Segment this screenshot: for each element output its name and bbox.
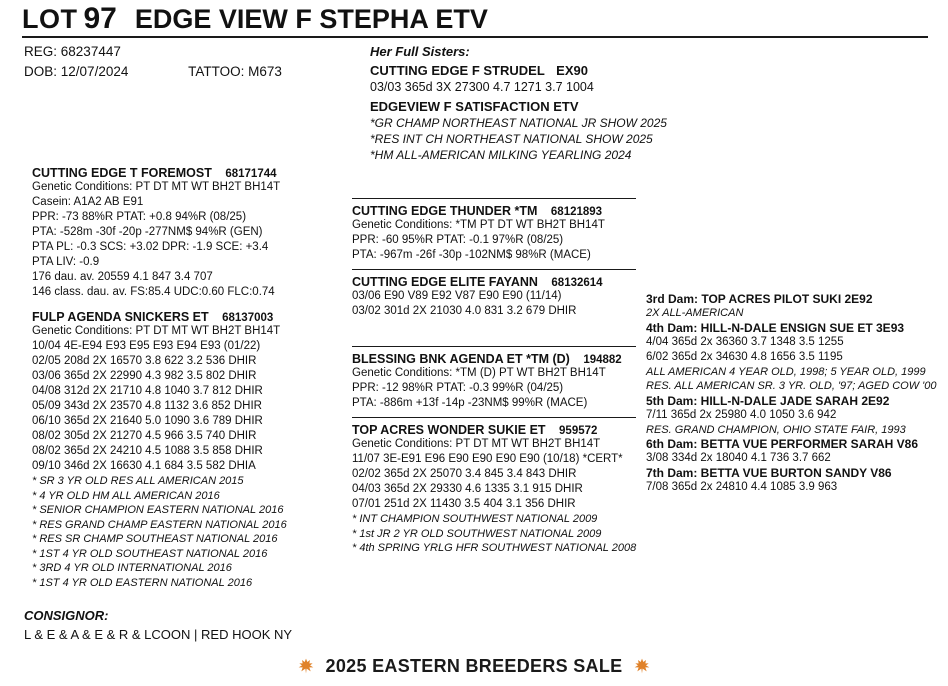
full-sister-name: CUTTING EDGE F STRUDEL: [370, 62, 545, 78]
maternal-grandsire-regnum: 194882: [583, 354, 622, 366]
sire-name-row: [32, 166, 342, 180]
dam-detail: 08/02 305d 2X 21270 4.5 966 3.5 740 DHIR: [32, 430, 257, 442]
dam-award: * RES GRAND CHAMP EASTERN NATIONAL 2016: [32, 518, 287, 531]
full-sister-name-row: [370, 99, 810, 116]
dam-award: * SR 3 YR OLD RES ALL AMERICAN 2015: [32, 475, 244, 487]
consignor-name: L & E & A & E & R & LCOON | RED HOOK NY: [24, 627, 293, 642]
ancestor-dam-entry: [646, 466, 942, 495]
tattoo-label: TATTOO:: [188, 64, 245, 79]
full-sister-award: *HM ALL-AMERICAN MILKING YEARLING 2024: [370, 148, 632, 162]
dam-regnum: 68137003: [222, 312, 274, 324]
maternal-grandsire-block: [352, 352, 642, 411]
middle-divider-lower-top: [352, 346, 636, 347]
dam-award: * SENIOR CHAMPION EASTERN NATIONAL 2016: [32, 504, 284, 516]
ancestor-dam-record: 6/02 365d 2x 34630 4.8 1656 3.5 1195: [646, 350, 843, 363]
ancestor-dam-title: 7th Dam: BETTA VUE BURTON SANDY V86: [646, 466, 892, 480]
grandsire-detail: PTA: -967m -26f -30p -102NM$ 98%R (MACE): [352, 249, 591, 261]
granddam-regnum: 68132614: [551, 277, 603, 289]
maternal-granddam-detail: 11/07 3E-E91 E96 E90 E90 E90 E90 (10/18) *CERT*: [352, 453, 623, 465]
reg-value: 68237447: [60, 44, 121, 59]
middle-divider-mid: [352, 269, 636, 270]
maternal-grandsire-detail: PTA: -886m +13f -14p -23NM$ 99%R (MACE): [352, 397, 588, 409]
maternal-granddam-detail: Genetic Conditions: PT DT MT WT BH2T BH14T: [352, 438, 601, 450]
middle-divider-top: [352, 198, 636, 199]
maternal-grandsire-name: BLESSING BNK AGENDA ET *TM (D): [352, 352, 570, 366]
full-sister-entry: [370, 63, 810, 96]
full-sister-name: EDGEVIEW F SATISFACTION ETV: [370, 98, 579, 114]
ancestor-dam-award: ALL AMERICAN 4 YEAR OLD, 1998; 5 YEAR OLD, 1999: [646, 365, 926, 378]
dam-detail: 06/10 365d 2X 21640 5.0 1090 3.6 789 DHIR: [32, 415, 263, 427]
ancestor-dam-record: 4/04 365d 2x 36360 3.7 1348 3.5 1255: [646, 335, 844, 348]
full-sister-name-row: [370, 63, 810, 80]
consignor-title: CONSIGNOR:: [24, 608, 109, 623]
maternal-granddam-block: [352, 423, 642, 556]
full-sisters-heading: Her Full Sisters:: [370, 44, 470, 59]
dam-detail: 10/04 4E-E94 E93 E95 E93 E94 E93 (01/22): [32, 340, 261, 352]
sire-detail: PTA: -528m -30f -20p -277NM$ 94%R (GEN): [32, 226, 263, 238]
dam-award: * 4 YR OLD HM ALL AMERICAN 2016: [32, 489, 220, 502]
ancestor-dam-title: 5th Dam: HILL-N-DALE JADE SARAH 2E92: [646, 393, 890, 408]
maternal-granddam-detail: 07/01 251d 2X 11430 3.5 404 3.1 356 DHIR: [352, 498, 576, 510]
dam-detail: 04/08 312d 2X 21710 4.8 1040 3.7 812 DHIR: [32, 385, 263, 397]
footer-bar: [0, 646, 948, 686]
dam-name-row: [32, 310, 342, 324]
header-divider: [22, 36, 928, 38]
maple-leaf-icon: [296, 658, 316, 674]
ancestor-dam-title: 4th Dam: HILL-N-DALE ENSIGN SUE ET 3E93: [646, 320, 905, 335]
middle-pedigree-column-upper: [352, 192, 642, 319]
sire-name: CUTTING EDGE T FOREMOST: [32, 166, 212, 180]
middle-divider-lower-mid: [352, 417, 636, 418]
left-pedigree-column: [32, 166, 342, 590]
maternal-granddam-regnum: 959572: [559, 425, 598, 437]
page-header: [22, 2, 928, 36]
ancestor-dam-title: 6th Dam: BETTA VUE PERFORMER SARAH V86: [646, 437, 919, 451]
ancestor-dam-entry: [646, 394, 942, 438]
ancestor-dam-entry: [646, 292, 942, 321]
sire-detail: PPR: -73 88%R PTAT: +0.8 94%R (08/25): [32, 211, 247, 223]
granddam-detail: 03/06 E90 V89 E92 V87 E90 E90 (11/14): [352, 290, 562, 302]
dam-detail: 05/09 343d 2X 23570 4.8 1132 3.6 852 DHIR: [32, 400, 262, 412]
grandsire-regnum: 68121893: [550, 206, 603, 218]
granddam-name: CUTTING EDGE ELITE FAYANN: [352, 275, 538, 289]
middle-pedigree-column-lower: [352, 340, 642, 556]
maternal-granddam-detail: 04/03 365d 2X 29330 4.6 1335 3.1 915 DHIR: [352, 483, 583, 495]
consignor-block: [24, 608, 292, 642]
maternal-granddam-award: * 4th SPRING YRLG HFR SOUTHWEST NATIONAL 2008: [352, 542, 637, 554]
dam-block: [32, 310, 342, 590]
maternal-granddam-name-row: [352, 423, 642, 437]
animal-name: EDGE VIEW F STEPHA ETV: [134, 4, 488, 34]
sire-detail: 146 class. dau. av. FS:85.4 UDC:0.60 FLC:0.74: [32, 286, 275, 298]
sale-name: 2025 EASTERN BREEDERS SALE: [325, 655, 623, 676]
dob-row: [24, 62, 282, 82]
registration-row: [24, 42, 282, 62]
dam-award: * 3RD 4 YR OLD INTERNATIONAL 2016: [32, 562, 232, 574]
grandsire-detail: Genetic Conditions: *TM PT DT WT BH2T BH14T: [352, 219, 605, 231]
maternal-granddam-detail: 02/02 365d 2X 25070 3.4 845 3.4 843 DHIR: [352, 468, 577, 480]
ancestor-dam-award: RES. GRAND CHAMPION, OHIO STATE FAIR, 1993: [646, 423, 906, 436]
registration-block: [24, 42, 282, 82]
sire-detail: PTA PL: -0.3 SCS: +3.02 DPR: -1.9 SCE: +3.4: [32, 241, 269, 253]
sire-detail: 176 dau. av. 20559 4.1 847 3.4 707: [32, 271, 213, 283]
tattoo-value: M673: [248, 64, 282, 79]
dam-detail: 08/02 365d 2X 24210 4.5 1088 3.5 858 DHIR: [32, 445, 263, 457]
granddam-detail: 03/02 301d 2X 21030 4.0 831 3.2 679 DHIR: [352, 305, 577, 317]
tattoo-group: [188, 62, 282, 82]
ancestor-dam-entry: [646, 437, 942, 466]
ancestor-dam-record: 3/08 334d 2x 18040 4.1 736 3.7 662: [646, 452, 831, 464]
full-sister-classification: EX90: [556, 62, 588, 78]
grandsire-name: CUTTING EDGE THUNDER *TM: [352, 204, 538, 218]
dam-detail: Genetic Conditions: PT DT MT WT BH2T BH14T: [32, 325, 281, 337]
ancestor-dams-column: [646, 292, 942, 495]
grandsire-block: [352, 204, 642, 263]
reg-label: REG:: [24, 44, 58, 59]
dam-award: * RES SR CHAMP SOUTHEAST NATIONAL 2016: [32, 533, 278, 545]
maternal-granddam-award: * INT CHAMPION SOUTHWEST NATIONAL 2009: [352, 513, 598, 525]
dam-detail: 03/06 365d 2X 22990 4.3 982 3.5 802 DHIR: [32, 370, 257, 382]
ancestor-dam-record: 7/08 365d 2x 24810 4.4 1085 3.9 963: [646, 481, 838, 493]
dob-value: 12/07/2024: [60, 64, 129, 79]
ancestor-dam-title: 3rd Dam: TOP ACRES PILOT SUKI 2E92: [646, 292, 873, 306]
dob-label: DOB:: [24, 64, 58, 79]
ancestor-dam-award: RES. ALL AMERICAN SR. 3 YR. OLD, '97; AGED COW '00: [646, 380, 937, 392]
sire-regnum: 68171744: [225, 168, 277, 180]
sire-detail: Casein: A1A2 AB E91: [32, 196, 144, 208]
grandsire-name-row: [352, 204, 642, 218]
maternal-grandsire-detail: Genetic Conditions: *TM (D) PT WT BH2T BH14T: [352, 367, 606, 379]
lot-number: 97: [83, 2, 117, 35]
dam-detail: 02/05 208d 2X 16570 3.8 622 3.2 536 DHIR: [32, 355, 257, 367]
sire-detail: PTA LIV: -0.9: [32, 256, 100, 268]
maternal-granddam-award: * 1st JR 2 YR OLD SOUTHWEST NATIONAL 2009: [352, 527, 602, 540]
grandsire-detail: PPR: -60 95%R PTAT: -0.1 97%R (08/25): [352, 234, 564, 246]
dam-award: * 1ST 4 YR OLD EASTERN NATIONAL 2016: [32, 576, 253, 589]
maternal-granddam-name: TOP ACRES WONDER SUKIE ET: [352, 423, 546, 437]
dam-name: FULP AGENDA SNICKERS ET: [32, 310, 209, 324]
ancestor-dam-award: 2X ALL-AMERICAN: [646, 307, 744, 319]
sire-block: [32, 166, 342, 300]
full-sisters-block: [370, 44, 810, 163]
full-sister-record: 03/03 365d 3X 27300 4.7 1271 3.7 1004: [370, 80, 594, 94]
maple-leaf-icon: [632, 658, 652, 674]
maternal-grandsire-name-row: [352, 352, 642, 366]
granddam-name-row: [352, 275, 642, 289]
granddam-block: [352, 275, 642, 319]
full-sister-entry: [370, 99, 810, 164]
maternal-grandsire-detail: PPR: -12 98%R PTAT: -0.3 99%R (04/25): [352, 382, 564, 394]
full-sister-award: *RES INT CH NORTHEAST NATIONAL SHOW 2025: [370, 132, 653, 146]
ancestor-dam-entry: [646, 321, 942, 394]
dam-detail: 09/10 346d 2X 16630 4.1 684 3.5 582 DHIA: [32, 460, 256, 472]
lot-label: LOT: [22, 4, 78, 34]
dam-award: * 1ST 4 YR OLD SOUTHEAST NATIONAL 2016: [32, 547, 268, 560]
full-sister-award: *GR CHAMP NORTHEAST NATIONAL JR SHOW 2025: [370, 116, 667, 130]
ancestor-dam-record: 7/11 365d 2x 25980 4.0 1050 3.6 942: [646, 408, 837, 421]
sire-detail: Genetic Conditions: PT DT MT WT BH2T BH14T: [32, 181, 281, 193]
